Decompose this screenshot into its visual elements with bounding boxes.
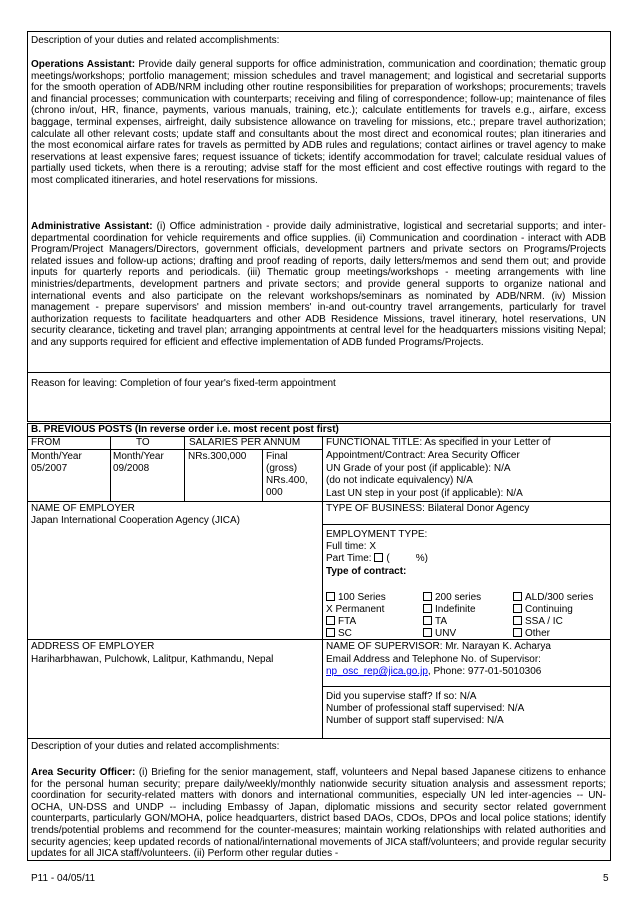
contract-continuing xyxy=(513,604,573,616)
administrative-assistant-title: Administrative Assistant: xyxy=(31,221,153,232)
part-time-label: Part Time: xyxy=(326,553,372,564)
checkbox-ta[interactable] xyxy=(423,616,432,625)
section-b-heading-text: B. PREVIOUS POSTS (In reverse order i.e. most recent post first) xyxy=(31,424,339,435)
contract-100-series-label: 100 Series xyxy=(338,592,386,603)
contract-fta xyxy=(326,616,356,628)
checkbox-unv[interactable] xyxy=(423,628,432,637)
checkbox-ssa[interactable] xyxy=(513,616,522,625)
employer-label: NAME OF EMPLOYER xyxy=(31,503,135,514)
address-label: ADDRESS OF EMPLOYER xyxy=(31,641,155,652)
equivalency-note: (do not indicate equivalency) N/A xyxy=(326,475,473,486)
area-security-officer-text: (i) Briefing for the senior management, staff, volunteers and Nepal based Japanese citizens to enhance for the personal human security; prepare daily/weekly/monthly nationwide security situation analysis and assessment reports; coordination for security-related matters with donors and international communities, especially UN led inter-agencies -- UN-OCHA, UN-DSS and UNDP -- including Embassy of Japan, diplomatic missions and security sector related government counterparts, particularly GON/MOHA, police headquarters, district based DAOs, CDOs, DPOs and local police stations; identify trends/potential problems and recommend for the counter-measures; maintain working relationships with related authorities and security agencies; keep updated records of national/international movements of JICA staff/volunteers; and provide regular security updates for all JICA staff/volunteers. (ii) Perform other regular duties - xyxy=(31,767,606,859)
b-col-divider-salary xyxy=(184,436,185,501)
salary-final-1: Final xyxy=(266,451,288,462)
contract-ssa-label: SSA / IC xyxy=(525,616,563,627)
operations-assistant-paragraph xyxy=(31,59,606,187)
supervisor-email-link[interactable]: np_osc_rep@jica.go.jp xyxy=(326,666,428,677)
part-time-row xyxy=(326,553,428,565)
contract-unv-label: UNV xyxy=(435,628,457,639)
contract-fta-label: FTA xyxy=(338,616,357,627)
contract-100-series xyxy=(326,592,386,604)
contract-indefinite xyxy=(423,604,476,616)
contract-200-series xyxy=(423,592,481,604)
contract-200-series-label: 200 series xyxy=(435,592,482,603)
contract-continuing-label: Continuing xyxy=(525,604,573,615)
b-divider-supervise xyxy=(322,686,611,687)
col-to-header: TO xyxy=(136,437,150,448)
contract-ssa xyxy=(513,616,563,628)
operations-assistant-text: Provide daily general supports for office administration, communication and coordination; thematic group meetings/workshops; portfolio management; mission schedules and travel management; and logistical and secretarial supports for the smooth operation of ADB/NRM including other routine responsibilities for preparation of workshops; procurements; travels and financial processes; communication with counterparts; receiving and filing of correspondence; follow-up; maintenance of files (chrono in/out, HR, finance, payments, various manuals, training, etc.); calculate entitlements for travels e.g., airfare, excess baggage, terminal expenses, airfreight, daily subsistence allowance on traveling for missions, etc.; prepare travel authorization; calculate all other relevant costs; update staff and consultants about the most direct and economical routes; plan itineraries and the most economical airfare rates for travels as permitted by ADB rules and regulations; contact airlines or travel agency to make reservations at least expensive fares; request issuance of tickets; identify accommodation for travel; calculate residual values of partially used tickets, when there is a rerouting; advise staff for the most efficient and cost effective routings with regard to the most complicated itineraries, and hotel reservations for missions. xyxy=(31,59,606,186)
b-col-divider-to xyxy=(110,436,111,501)
contract-ta xyxy=(423,616,447,628)
area-security-officer-paragraph xyxy=(31,767,606,859)
contract-type-label xyxy=(326,566,406,578)
contract-indefinite-label: Indefinite xyxy=(435,604,476,615)
supervisor-contact xyxy=(326,666,541,678)
contract-type-label-text: Type of contract: xyxy=(326,566,407,577)
salary-final-3: NRs.400, xyxy=(266,475,308,486)
supervisor-contact-label: Email Address and Telephone No. of Supervisor: xyxy=(326,654,541,665)
supervisor-phone: , Phone: 977-01-5010306 xyxy=(427,666,542,677)
contract-unv xyxy=(423,628,456,640)
supervisor-name: NAME OF SUPERVISOR: Mr. Narayan K. Acharya xyxy=(326,641,551,652)
b-divider-desc xyxy=(27,738,611,739)
section-b-desc-label: Description of your duties and related accomplishments: xyxy=(31,741,280,752)
col-salaries-header: SALARIES PER ANNUM xyxy=(189,437,301,448)
salary-start: NRs.300,000 xyxy=(188,451,247,462)
address-value: Hariharbhawan, Pulchowk, Lalitpur, Kathmandu, Nepal xyxy=(31,654,274,665)
administrative-assistant-paragraph xyxy=(31,221,606,349)
contract-permanent: X Permanent xyxy=(326,604,385,615)
administrative-assistant-text: (i) Office administration - provide daily administrative, logistical and secretarial supports; and inter-departmental coordination for vehicle requirements and office supplies. (ii) Communication and coordination - interact with ADB Program/Project Managers/Directors, government officials, development partners and private sectors on Programs/Projects related issues and follow-up actions; drafting and proof reading of reports, daily letters/memos and send them out; and provide inputs for quarterly reports and periodicals. (iii) Thematic group meetings/workshops - meeting arrangements with line ministries/departments, development partners and private sectors; and provide general supports to organize national and international events and also participate on the relevant workshops/seminars as nominated by ADB/NRM. (iv) Mission management - prepare supervisors' and mission members' in-and out-country travel arrangements, particularly for travel authorization requests to facilitate headquarters and other ADB Residence Missions, travel itinerary, hotel reservations, UN security clearance, ticketing and travel plan; arranging appointments at central level for the headquarters missions visiting Nepal; and any supports required for efficient and effective implementation of ADB funded Programs/Projects. xyxy=(31,221,606,348)
col-from-header: FROM xyxy=(31,437,61,448)
area-security-officer-title: Area Security Officer: xyxy=(31,767,136,778)
contract-ald xyxy=(513,592,593,604)
to-value: 09/2008 xyxy=(113,463,150,474)
b-col-divider-final xyxy=(262,449,263,501)
b-col-divider-main xyxy=(322,436,323,738)
contract-other-label: Other xyxy=(525,628,551,639)
b-divider-employer xyxy=(27,501,611,502)
supervise-question: Did you supervise staff? If so: N/A xyxy=(326,691,477,702)
full-time: Full time: X xyxy=(326,541,377,552)
section-a-desc-label: Description of your duties and related accomplishments: xyxy=(31,35,280,46)
employer-value: Japan International Cooperation Agency (JICA) xyxy=(31,515,241,526)
footer-left: P11 - 04/05/11 xyxy=(31,873,96,884)
checkbox-200-series[interactable] xyxy=(423,592,432,601)
checkbox-continuing[interactable] xyxy=(513,604,522,613)
contract-ta-label: TA xyxy=(435,616,448,627)
salary-final-4: 000 xyxy=(266,487,283,498)
part-time-paren: ( xyxy=(386,553,390,564)
support-staff: Number of support staff supervised: N/A xyxy=(326,715,504,726)
from-value: 05/2007 xyxy=(31,463,68,474)
contract-sc-label: SC xyxy=(338,628,352,639)
to-unit: Month/Year xyxy=(113,451,164,462)
un-grade: UN Grade of your post (if applicable): N/A xyxy=(326,463,511,474)
salary-final-2: (gross) xyxy=(266,463,298,474)
section-b-heading xyxy=(31,424,339,436)
reason-for-leaving: Reason for leaving: Completion of four year's fixed-term appointment xyxy=(31,378,336,389)
part-time-percent: %) xyxy=(415,553,428,564)
contract-ald-label: ALD/300 series xyxy=(525,592,594,603)
footer-page-number: 5 xyxy=(603,873,609,884)
from-unit: Month/Year xyxy=(31,451,82,462)
checkbox-sc[interactable] xyxy=(326,628,335,637)
b-divider-colhead xyxy=(27,449,322,450)
business-type: TYPE OF BUSINESS: Bilateral Donor Agency xyxy=(326,503,530,514)
un-step: Last UN step in your post (if applicable): N/A xyxy=(326,488,523,499)
employment-type-label: EMPLOYMENT TYPE: xyxy=(326,529,428,540)
professional-staff: Number of professional staff supervised: N/A xyxy=(326,703,525,714)
functional-title-line1: FUNCTIONAL TITLE: As specified in your Letter of xyxy=(326,437,551,448)
checkbox-other[interactable] xyxy=(513,628,522,637)
contract-sc xyxy=(326,628,352,640)
checkbox-indefinite[interactable] xyxy=(423,604,432,613)
functional-title-line2: Appointment/Contract: Area Security Officer xyxy=(326,450,520,461)
section-a-reason-divider xyxy=(27,372,611,373)
part-time-checkbox[interactable] xyxy=(374,553,383,562)
contract-other xyxy=(513,628,550,640)
checkbox-fta[interactable] xyxy=(326,616,335,625)
operations-assistant-title: Operations Assistant: xyxy=(31,59,136,70)
checkbox-ald[interactable] xyxy=(513,592,522,601)
b-divider-business xyxy=(322,524,611,525)
checkbox-100-series[interactable] xyxy=(326,592,335,601)
